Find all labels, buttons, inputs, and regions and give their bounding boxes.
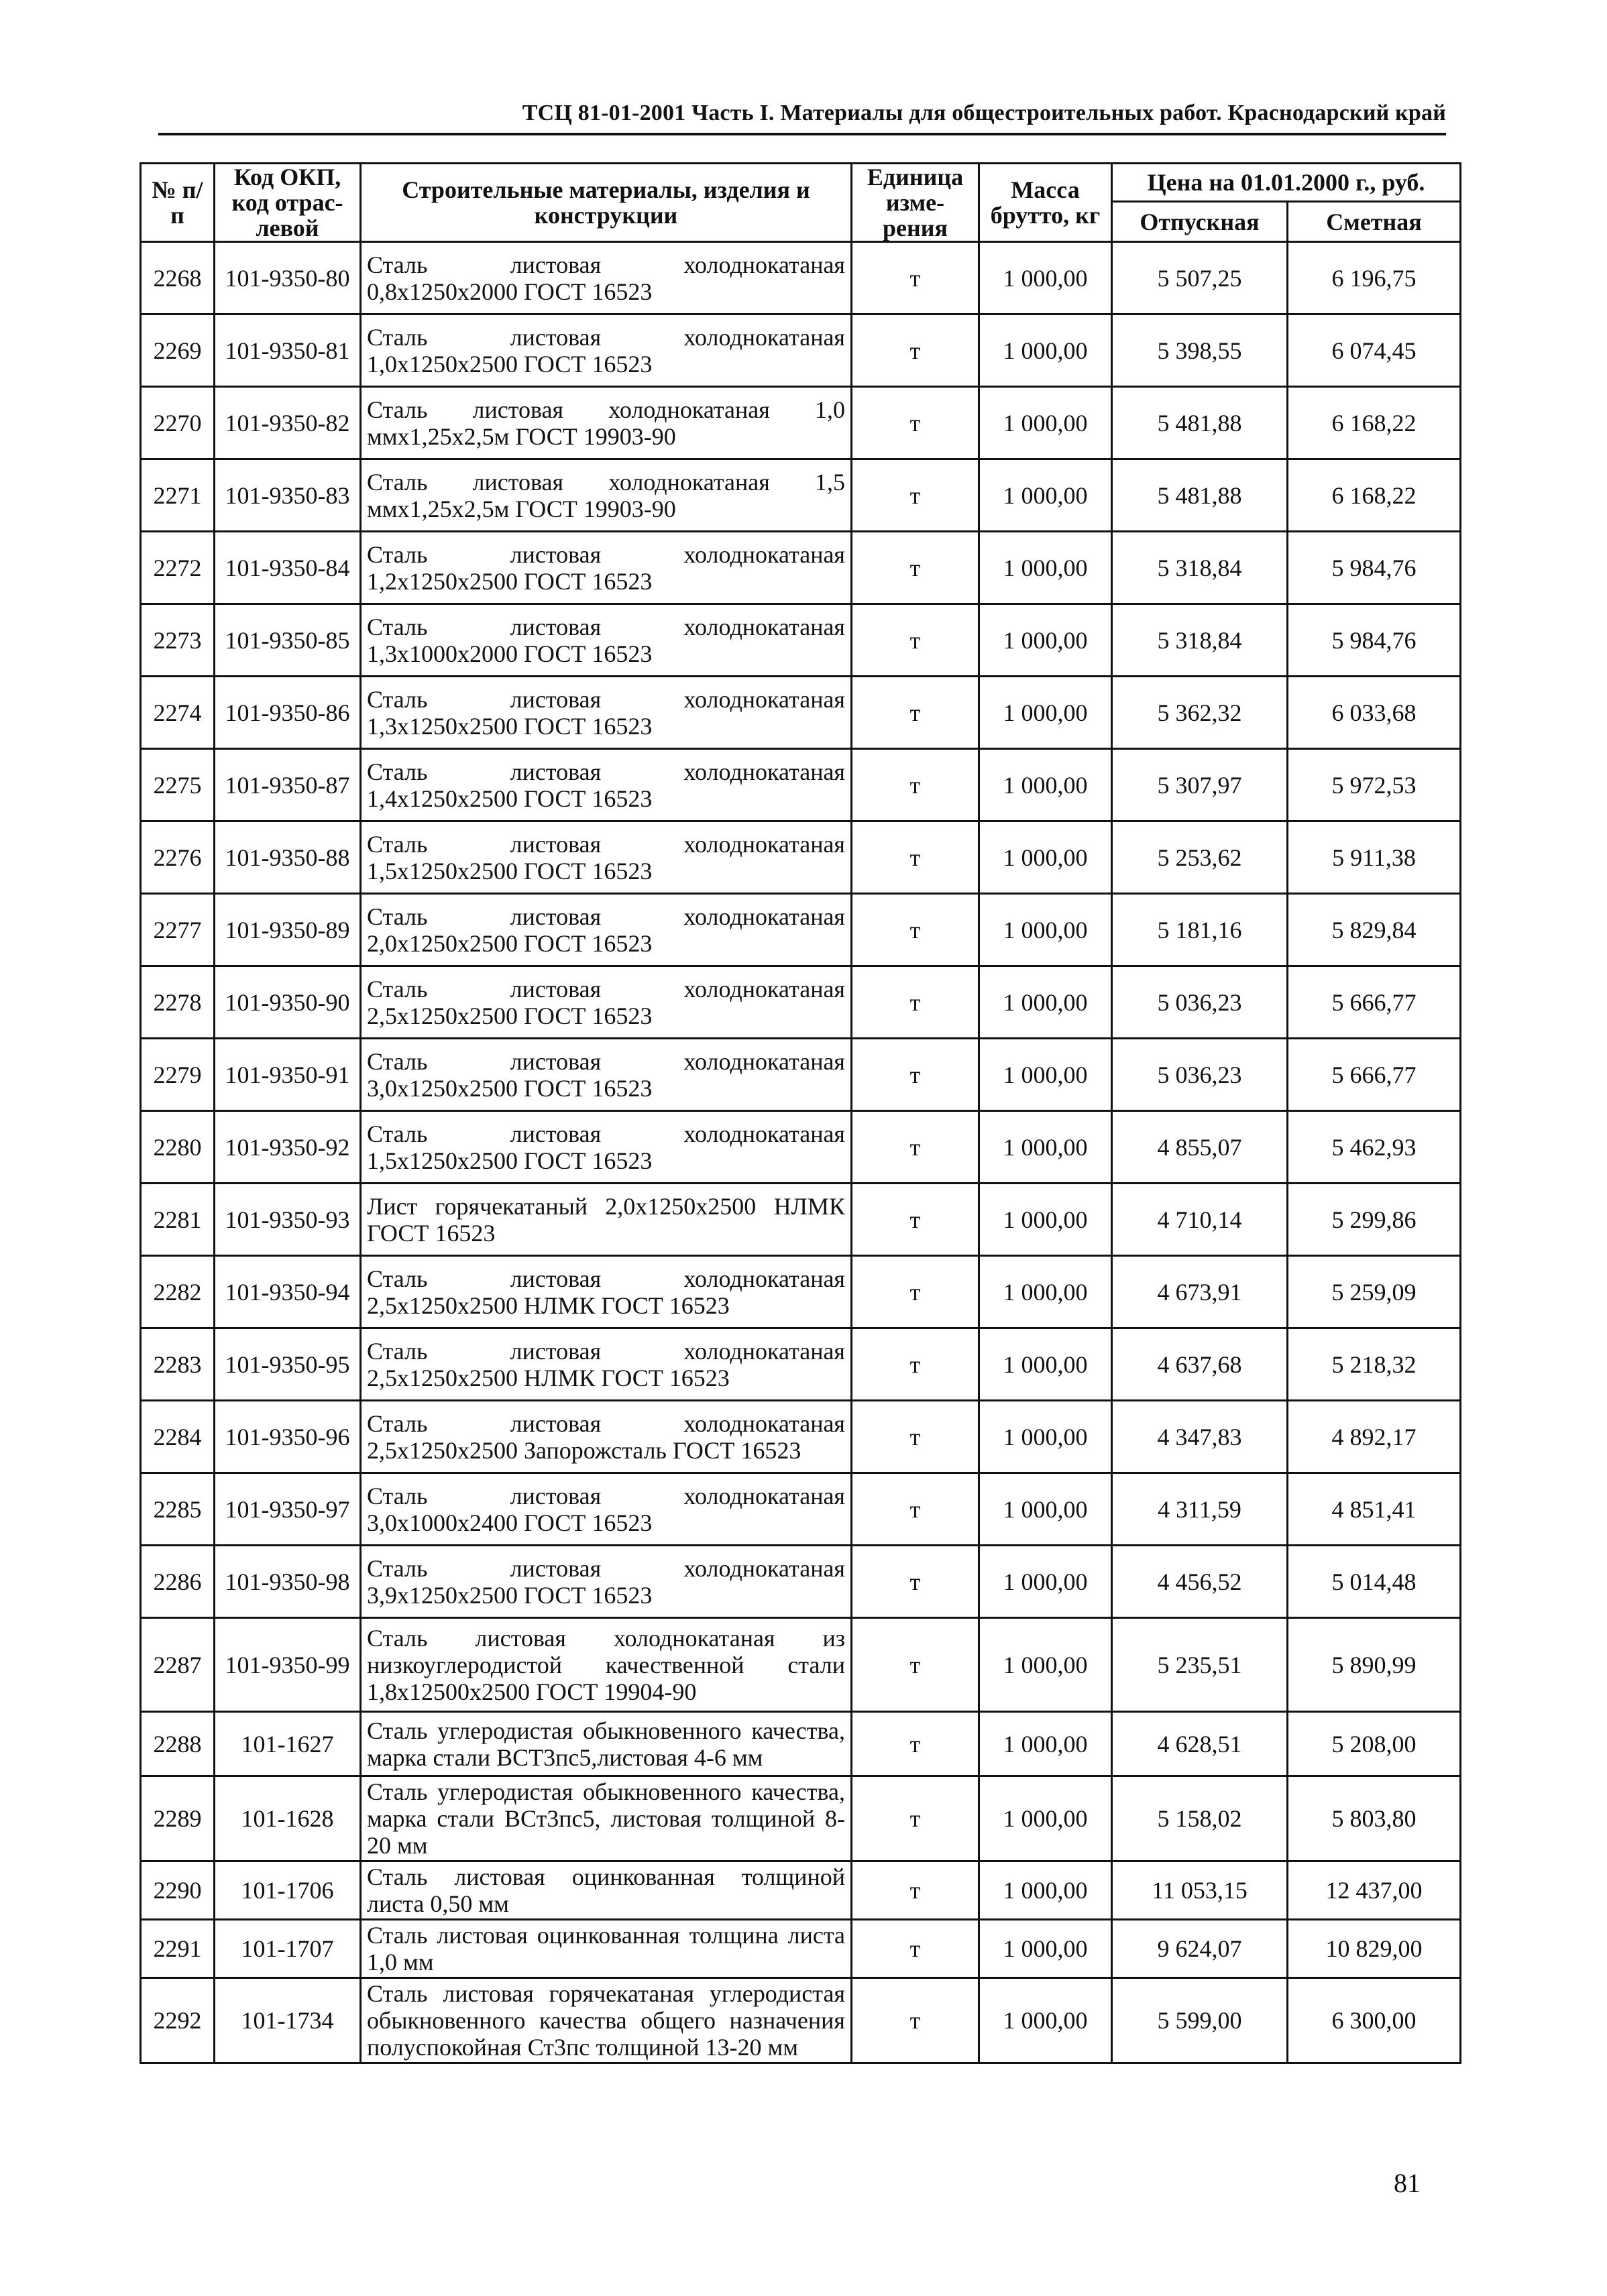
cell-unit: т	[852, 1920, 979, 1978]
table-row	[141, 604, 1461, 677]
table-row	[141, 1039, 1461, 1111]
cell-mass: 1 000,00	[979, 1618, 1112, 1712]
cell-unit: т	[852, 387, 979, 459]
cell-code: 101-1628	[215, 1776, 361, 1861]
cell-price-release: 5 235,51	[1112, 1618, 1288, 1712]
cell-unit: т	[852, 459, 979, 532]
cell-mass: 1 000,00	[979, 1184, 1112, 1256]
cell-num: 2274	[141, 677, 215, 749]
cell-num: 2280	[141, 1111, 215, 1184]
cell-mass: 1 000,00	[979, 1978, 1112, 2063]
table-row	[141, 1861, 1461, 1920]
cell-price-release: 5 036,23	[1112, 966, 1288, 1039]
cell-name: Сталь листовая холоднокатаная из низкоуглеродистой качественной стали 1,8x12500x2500 ГОСТ 19904-90	[361, 1618, 852, 1712]
cell-unit: т	[852, 314, 979, 387]
cell-price-release: 5 181,16	[1112, 894, 1288, 966]
cell-num: 2268	[141, 242, 215, 314]
cell-num: 2290	[141, 1861, 215, 1920]
cell-unit: т	[852, 1546, 979, 1618]
cell-code: 101-9350-85	[215, 604, 361, 677]
cell-num: 2284	[141, 1401, 215, 1473]
cell-num: 2272	[141, 532, 215, 604]
cell-price-estimate: 5 803,80	[1288, 1776, 1461, 1861]
cell-unit: т	[852, 532, 979, 604]
table-row	[141, 1546, 1461, 1618]
table-row	[141, 1978, 1461, 2063]
table-row	[141, 1401, 1461, 1473]
cell-num: 2275	[141, 749, 215, 821]
cell-num: 2276	[141, 821, 215, 894]
table-row	[141, 459, 1461, 532]
cell-price-release: 5 318,84	[1112, 604, 1288, 677]
table-row	[141, 242, 1461, 314]
cell-price-release: 5 307,97	[1112, 749, 1288, 821]
cell-price-estimate: 12 437,00	[1288, 1861, 1461, 1920]
cell-mass: 1 000,00	[979, 821, 1112, 894]
col-header-num: № п/п	[141, 164, 215, 242]
cell-name: Сталь листовая холоднокатаная 2,5x1250x2500 ГОСТ 16523	[361, 966, 852, 1039]
cell-price-estimate: 5 299,86	[1288, 1184, 1461, 1256]
cell-code: 101-9350-90	[215, 966, 361, 1039]
cell-price-release: 5 253,62	[1112, 821, 1288, 894]
cell-num: 2278	[141, 966, 215, 1039]
cell-mass: 1 000,00	[979, 1920, 1112, 1978]
cell-unit: т	[852, 1401, 979, 1473]
cell-name: Сталь листовая холоднокатаная 2,5x1250x2500 НЛМК ГОСТ 16523	[361, 1328, 852, 1401]
cell-unit: т	[852, 242, 979, 314]
cell-unit: т	[852, 1712, 979, 1776]
cell-code: 101-9350-97	[215, 1473, 361, 1546]
cell-code: 101-9350-80	[215, 242, 361, 314]
cell-price-estimate: 5 666,77	[1288, 1039, 1461, 1111]
cell-unit: т	[852, 604, 979, 677]
cell-price-release: 5 318,84	[1112, 532, 1288, 604]
table-row	[141, 1111, 1461, 1184]
cell-price-release: 4 637,68	[1112, 1328, 1288, 1401]
cell-price-estimate: 6 168,22	[1288, 387, 1461, 459]
cell-mass: 1 000,00	[979, 314, 1112, 387]
cell-mass: 1 000,00	[979, 387, 1112, 459]
cell-price-estimate: 5 259,09	[1288, 1256, 1461, 1328]
cell-unit: т	[852, 1618, 979, 1712]
cell-code: 101-1706	[215, 1861, 361, 1920]
cell-price-estimate: 5 984,76	[1288, 532, 1461, 604]
col-header-okp: Код ОКП, код отрас-левой	[215, 164, 361, 242]
cell-name: Сталь листовая оцинкованная толщиной листа 0,50 мм	[361, 1861, 852, 1920]
cell-mass: 1 000,00	[979, 1712, 1112, 1776]
cell-name: Сталь листовая холоднокатаная 1,4x1250x2500 ГОСТ 16523	[361, 749, 852, 821]
cell-code: 101-9350-83	[215, 459, 361, 532]
cell-mass: 1 000,00	[979, 532, 1112, 604]
table-row	[141, 677, 1461, 749]
cell-unit: т	[852, 894, 979, 966]
cell-mass: 1 000,00	[979, 749, 1112, 821]
cell-price-release: 4 673,91	[1112, 1256, 1288, 1328]
table-head	[141, 164, 1461, 242]
cell-price-estimate: 5 014,48	[1288, 1546, 1461, 1618]
cell-price-release: 5 481,88	[1112, 387, 1288, 459]
cell-mass: 1 000,00	[979, 677, 1112, 749]
cell-num: 2282	[141, 1256, 215, 1328]
cell-num: 2287	[141, 1618, 215, 1712]
cell-price-release: 5 362,32	[1112, 677, 1288, 749]
cell-name: Сталь углеродистая обыкновенного качества, марка стали ВСт3пс5, листовая толщиной 8-20 мм	[361, 1776, 852, 1861]
cell-code: 101-9350-87	[215, 749, 361, 821]
cell-price-release: 5 599,00	[1112, 1978, 1288, 2063]
cell-price-estimate: 5 208,00	[1288, 1712, 1461, 1776]
table-row	[141, 821, 1461, 894]
cell-name: Сталь листовая холоднокатаная 3,0x1250x2500 ГОСТ 16523	[361, 1039, 852, 1111]
page-number: 81	[1394, 2168, 1421, 2198]
cell-unit: т	[852, 677, 979, 749]
cell-unit: т	[852, 1776, 979, 1861]
cell-code: 101-9350-99	[215, 1618, 361, 1712]
cell-mass: 1 000,00	[979, 1776, 1112, 1861]
cell-num: 2273	[141, 604, 215, 677]
cell-price-release: 4 456,52	[1112, 1546, 1288, 1618]
cell-price-estimate: 5 666,77	[1288, 966, 1461, 1039]
cell-price-estimate: 5 911,38	[1288, 821, 1461, 894]
table-row	[141, 1256, 1461, 1328]
cell-num: 2270	[141, 387, 215, 459]
cell-name: Сталь листовая холоднокатаная 1,5x1250x2500 ГОСТ 16523	[361, 821, 852, 894]
cell-name: Сталь листовая холоднокатаная 2,0x1250x2500 ГОСТ 16523	[361, 894, 852, 966]
table-row	[141, 966, 1461, 1039]
table-row	[141, 314, 1461, 387]
cell-price-release: 11 053,15	[1112, 1861, 1288, 1920]
cell-code: 101-1627	[215, 1712, 361, 1776]
cell-num: 2281	[141, 1184, 215, 1256]
cell-price-release: 5 481,88	[1112, 459, 1288, 532]
col-header-price-group: Цена на 01.01.2000 г., руб.	[1112, 164, 1461, 202]
cell-name: Сталь листовая холоднокатаная 1,0 ммx1,25x2,5м ГОСТ 19903-90	[361, 387, 852, 459]
cell-unit: т	[852, 1473, 979, 1546]
cell-price-release: 4 311,59	[1112, 1473, 1288, 1546]
table-row	[141, 1618, 1461, 1712]
table-row	[141, 749, 1461, 821]
cell-price-release: 5 036,23	[1112, 1039, 1288, 1111]
cell-num: 2271	[141, 459, 215, 532]
cell-name: Сталь листовая холоднокатаная 0,8x1250x2000 ГОСТ 16523	[361, 242, 852, 314]
cell-code: 101-1707	[215, 1920, 361, 1978]
cell-price-estimate: 5 462,93	[1288, 1111, 1461, 1184]
table-row	[141, 894, 1461, 966]
cell-num: 2269	[141, 314, 215, 387]
cell-price-estimate: 4 851,41	[1288, 1473, 1461, 1546]
cell-price-estimate: 6 074,45	[1288, 314, 1461, 387]
cell-price-release: 9 624,07	[1112, 1920, 1288, 1978]
cell-code: 101-9350-96	[215, 1401, 361, 1473]
cell-name: Сталь листовая холоднокатаная 1,5 ммx1,25x2,5м ГОСТ 19903-90	[361, 459, 852, 532]
cell-num: 2285	[141, 1473, 215, 1546]
col-header-unit: Единица изме-рения	[852, 164, 979, 242]
table-row	[141, 1328, 1461, 1401]
cell-name: Сталь листовая холоднокатаная 3,9x1250x2500 ГОСТ 16523	[361, 1546, 852, 1618]
cell-mass: 1 000,00	[979, 1039, 1112, 1111]
cell-unit: т	[852, 821, 979, 894]
cell-name: Сталь листовая холоднокатаная 3,0x1000x2400 ГОСТ 16523	[361, 1473, 852, 1546]
cell-num: 2283	[141, 1328, 215, 1401]
cell-name: Сталь листовая горячекатаная углеродистая обыкновенного качества общего назначения полуспокойная Ст3пс толщиной 13-20 мм	[361, 1978, 852, 2063]
cell-code: 101-9350-91	[215, 1039, 361, 1111]
cell-price-release: 5 507,25	[1112, 242, 1288, 314]
cell-code: 101-9350-89	[215, 894, 361, 966]
cell-name: Сталь листовая холоднокатаная 1,3x1000x2000 ГОСТ 16523	[361, 604, 852, 677]
cell-mass: 1 000,00	[979, 1401, 1112, 1473]
cell-code: 101-9350-81	[215, 314, 361, 387]
cell-name: Сталь листовая холоднокатаная 1,5x1250x2500 ГОСТ 16523	[361, 1111, 852, 1184]
cell-price-estimate: 6 196,75	[1288, 242, 1461, 314]
table-body	[141, 242, 1461, 2063]
cell-name: Сталь листовая оцинкованная толщина листа 1,0 мм	[361, 1920, 852, 1978]
cell-unit: т	[852, 1111, 979, 1184]
cell-price-estimate: 5 890,99	[1288, 1618, 1461, 1712]
cell-code: 101-9350-92	[215, 1111, 361, 1184]
cell-price-release: 4 855,07	[1112, 1111, 1288, 1184]
cell-unit: т	[852, 1861, 979, 1920]
cell-num: 2279	[141, 1039, 215, 1111]
table-row	[141, 1712, 1461, 1776]
cell-mass: 1 000,00	[979, 604, 1112, 677]
cell-num: 2292	[141, 1978, 215, 2063]
cell-name: Сталь листовая холоднокатаная 1,3x1250x2500 ГОСТ 16523	[361, 677, 852, 749]
cell-num: 2288	[141, 1712, 215, 1776]
cell-mass: 1 000,00	[979, 1256, 1112, 1328]
cell-unit: т	[852, 966, 979, 1039]
cell-mass: 1 000,00	[979, 894, 1112, 966]
cell-mass: 1 000,00	[979, 1111, 1112, 1184]
cell-name: Сталь углеродистая обыкновенного качества, марка стали ВСТ3пс5,листовая 4-6 мм	[361, 1712, 852, 1776]
cell-num: 2277	[141, 894, 215, 966]
page-header: ТСЦ 81-01-2001 Часть I. Материалы для общестроительных работ. Краснодарский край	[158, 101, 1446, 135]
cell-price-estimate: 5 218,32	[1288, 1328, 1461, 1401]
cell-code: 101-9350-82	[215, 387, 361, 459]
col-header-price-release: Отпускная	[1112, 202, 1288, 242]
table-row	[141, 532, 1461, 604]
cell-unit: т	[852, 1256, 979, 1328]
cell-mass: 1 000,00	[979, 459, 1112, 532]
cell-code: 101-1734	[215, 1978, 361, 2063]
cell-code: 101-9350-94	[215, 1256, 361, 1328]
cell-mass: 1 000,00	[979, 1473, 1112, 1546]
cell-price-release: 4 628,51	[1112, 1712, 1288, 1776]
cell-name: Сталь листовая холоднокатаная 1,0x1250x2500 ГОСТ 16523	[361, 314, 852, 387]
cell-price-estimate: 5 984,76	[1288, 604, 1461, 677]
cell-unit: т	[852, 1328, 979, 1401]
cell-num: 2289	[141, 1776, 215, 1861]
cell-mass: 1 000,00	[979, 1328, 1112, 1401]
cell-price-estimate: 5 972,53	[1288, 749, 1461, 821]
cell-price-estimate: 10 829,00	[1288, 1920, 1461, 1978]
cell-num: 2291	[141, 1920, 215, 1978]
cell-price-release: 4 347,83	[1112, 1401, 1288, 1473]
cell-price-release: 4 710,14	[1112, 1184, 1288, 1256]
cell-unit: т	[852, 1039, 979, 1111]
cell-price-estimate: 6 300,00	[1288, 1978, 1461, 2063]
cell-mass: 1 000,00	[979, 966, 1112, 1039]
table-row	[141, 1473, 1461, 1546]
table-row	[141, 1184, 1461, 1256]
table-row	[141, 387, 1461, 459]
cell-code: 101-9350-84	[215, 532, 361, 604]
cell-mass: 1 000,00	[979, 1546, 1112, 1618]
cell-code: 101-9350-98	[215, 1546, 361, 1618]
cell-code: 101-9350-88	[215, 821, 361, 894]
cell-code: 101-9350-93	[215, 1184, 361, 1256]
cell-price-estimate: 6 168,22	[1288, 459, 1461, 532]
cell-price-estimate: 6 033,68	[1288, 677, 1461, 749]
cell-code: 101-9350-95	[215, 1328, 361, 1401]
cell-name: Сталь листовая холоднокатаная 1,2x1250x2500 ГОСТ 16523	[361, 532, 852, 604]
cell-name: Сталь листовая холоднокатаная 2,5x1250x2500 Запорожсталь ГОСТ 16523	[361, 1401, 852, 1473]
table-row	[141, 1776, 1461, 1861]
cell-name: Лист горячекатаный 2,0x1250x2500 НЛМК ГОСТ 16523	[361, 1184, 852, 1256]
cell-unit: т	[852, 1978, 979, 2063]
cell-mass: 1 000,00	[979, 242, 1112, 314]
price-table	[140, 162, 1461, 2064]
cell-unit: т	[852, 1184, 979, 1256]
cell-code: 101-9350-86	[215, 677, 361, 749]
col-header-mass: Масса брутто, кг	[979, 164, 1112, 242]
cell-num: 2286	[141, 1546, 215, 1618]
cell-price-release: 5 398,55	[1112, 314, 1288, 387]
cell-price-release: 5 158,02	[1112, 1776, 1288, 1861]
cell-price-estimate: 5 829,84	[1288, 894, 1461, 966]
col-header-name: Строительные материалы, изделия и конструкции	[361, 164, 852, 242]
cell-price-estimate: 4 892,17	[1288, 1401, 1461, 1473]
cell-mass: 1 000,00	[979, 1861, 1112, 1920]
cell-unit: т	[852, 749, 979, 821]
table-row	[141, 1920, 1461, 1978]
cell-name: Сталь листовая холоднокатаная 2,5x1250x2500 НЛМК ГОСТ 16523	[361, 1256, 852, 1328]
col-header-price-estimate: Сметная	[1288, 202, 1461, 242]
